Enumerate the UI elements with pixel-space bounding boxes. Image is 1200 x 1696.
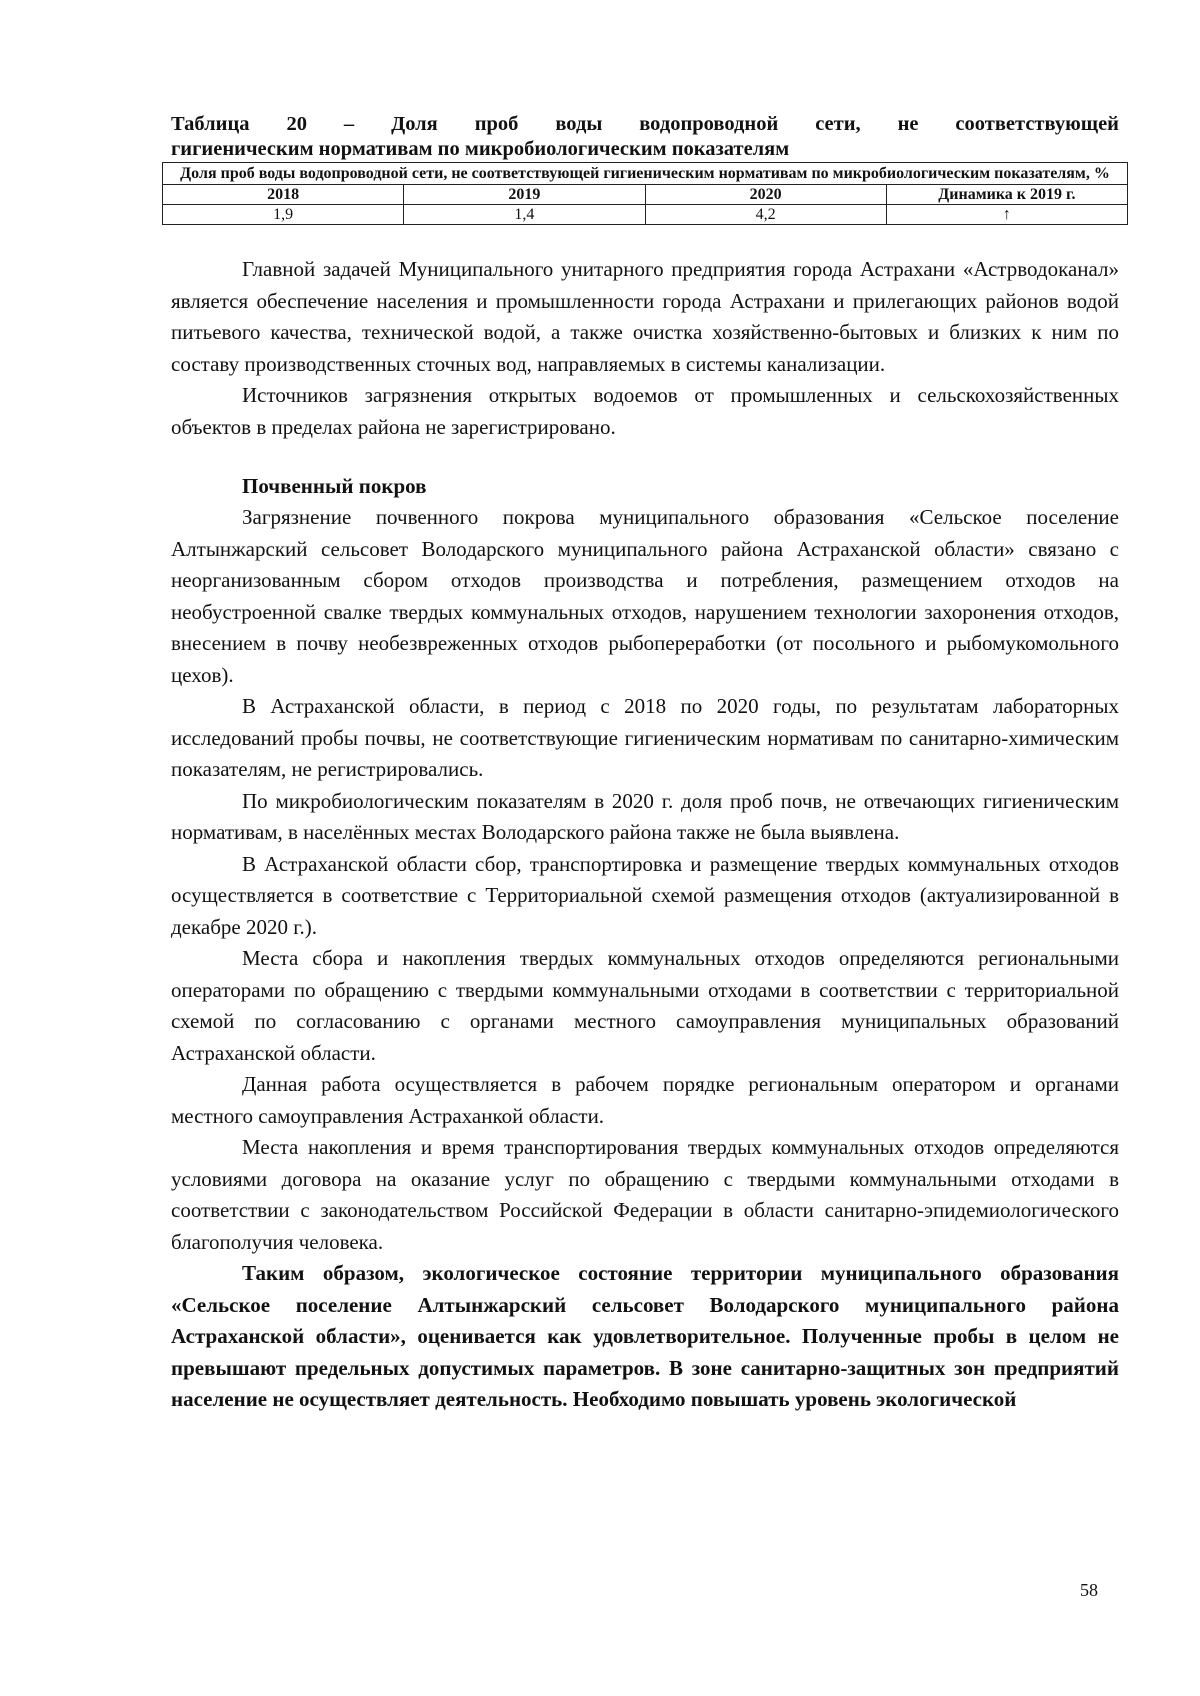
document-page <box>171 112 1119 1416</box>
table-column-header: 2019 <box>404 185 645 205</box>
table-cell: 1,9 <box>163 205 404 225</box>
table-cell: 1,4 <box>404 205 645 225</box>
paragraph: В Астраханской области, в период с 2018 по 2020 годы, по результатам лабораторных исследований пробы почвы, не соответствующие гигиеническим нормативам по санитарно-химическим показателям, не регистрировались. <box>171 694 1119 781</box>
table-caption-line-2: гигиеническим нормативам по микробиологическим показателям <box>171 138 790 160</box>
paragraph: Загрязнение почвенного покрова муниципального образования «Сельское поселение Алтынжарский сельсовет Володарского муниципального района Астраханской области» связано с неорганизованным сбором отходов производства и потребления, размещением отходов на необустроенной свалке твердых коммунальных отходов, нарушением технологии захоронения отходов, внесением в почву необезвреженных отходов рыбопереработки (от посольного и рыбомукомольного цехов). <box>171 505 1119 687</box>
table-cell: 4,2 <box>645 205 886 225</box>
page-number: 58 <box>1080 1580 1098 1600</box>
table-column-header: 2020 <box>645 185 886 205</box>
paragraph: Места сбора и накопления твердых коммунальных отходов определяются региональными операторами по обращению с твердыми коммунальными отходами в соответствии с территориальной схемой по согласованию с органами местного самоуправления муниципальных образований Астраханской области. <box>171 946 1119 1065</box>
paragraph: Данная работа осуществляется в рабочем порядке региональным оператором и органами местного самоуправления Астраханкой области. <box>171 1072 1119 1128</box>
paragraph: В Астраханской области сбор, транспортировка и размещение твердых коммунальных отходов осуществляется в соответствие с Территориальной схемой размещения отходов (актуализированной в декабре 2020 г.). <box>171 851 1119 939</box>
paragraph: По микробиологическим показателям в 2020 г. доля проб почв, не отвечающих гигиеническим нормативам, в населённых местах Володарского района также не была выявлена. <box>171 788 1119 844</box>
table-caption-line-1: Таблица 20 – Доля проб воды водопроводной сети, не соответствующей <box>171 113 1119 135</box>
table-column-header: Динамика к 2019 г. <box>886 185 1127 205</box>
table-row <box>163 205 1128 225</box>
table-header: Доля проб воды водопроводной сети, не соответствующей гигиеническим нормативам по микробиологическим показателям, % <box>163 163 1128 185</box>
table-caption <box>171 112 1119 162</box>
paragraph: Главной задачей Муниципального унитарного предприятия города Астрахани «Астрводоканал» является обеспечение населения и промышленности города Астрахани и прилегающих районов водой питьевого качества, технической водой, а также очистка хозяйственно-бытовых и близких к ним по составу производственных сточных вод, направляемых в системы канализации. <box>171 257 1119 376</box>
trend-arrow-cell: ↑ <box>886 205 1127 225</box>
water-quality-table <box>162 162 1128 225</box>
paragraph: Источников загрязнения открытых водоемов от промышленных и сельскохозяйственных объектов в пределах района не зарегистрировано. <box>171 383 1119 439</box>
paragraph: Места накопления и время транспортирования твердых коммунальных отходов определяются условиями договора на оказание услуг по обращению с твердыми коммунальными отходами в соответствии с законодательством Российской Федерации в области санитарно-эпидемиологического благополучия человека. <box>171 1135 1119 1254</box>
section-title: Почвенный покров <box>242 474 427 498</box>
table-column-header: 2018 <box>163 185 404 205</box>
conclusion-paragraph: Таким образом, экологическое состояние территории муниципального образования «Сельское поселение Алтынжарский сельсовет Володарского муниципального района Астраханской области», оценивается как удовлетворительное. Полученные пробы в целом не превышают предельных допустимых параметров. В зоне санитарно-защитных зон предприятий население не осуществляет деятельность. Необходимо повышать уровень экологической <box>171 1261 1119 1411</box>
